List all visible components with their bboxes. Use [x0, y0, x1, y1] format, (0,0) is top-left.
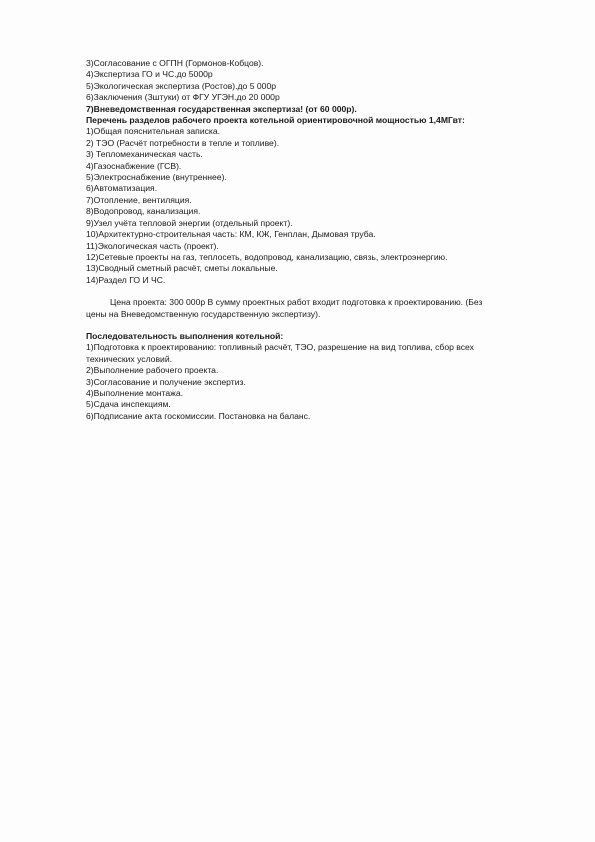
- document-body: [86, 58, 556, 422]
- list-item: 6)Подписание акта госкомиссии. Постановка на баланс.: [86, 410, 311, 421]
- price-paragraph: [86, 297, 556, 320]
- list-item: 2) ТЭО (Расчёт потребности в тепле и топливе).: [86, 137, 280, 148]
- list-item: 8)Водопровод, канализация.: [86, 206, 201, 217]
- list-item: 4)Экспертиза ГО и ЧС.до 5000р: [86, 69, 213, 80]
- list-item: 6)Автоматизация.: [86, 183, 158, 194]
- price-line: цены на Вневедомственную государственную экспертизу).: [86, 308, 321, 319]
- list-item: 11)Экологическая часть (проект).: [86, 240, 219, 251]
- list-item: 10)Архитектурно-строительная часть: КМ, КЖ, Генплан, Дымовая труба.: [86, 229, 376, 240]
- spacer: [86, 286, 556, 297]
- expertise-item-bold: 7)Вневедомственная государственная экспертиза! (от 60 000р).: [86, 103, 357, 114]
- spacer: [86, 320, 556, 331]
- sections-list: [86, 126, 556, 286]
- list-item: 5)Электроснабжение (внутреннее).: [86, 172, 227, 183]
- list-item: 9)Узел учёта тепловой энергии (отдельный проект).: [86, 217, 293, 228]
- sequence-heading: Последовательность выполнения котельной:: [86, 330, 284, 341]
- list-item: 14)Раздел ГО И ЧС.: [86, 274, 166, 285]
- list-item: 7)Отопление, вентиляция.: [86, 194, 192, 205]
- list-item: 1)Подготовка к проектированию: топливный расчёт, ТЭО, разрешение на вид топлива, сбор всех: [86, 342, 474, 353]
- list-item: 3)Согласование с ОГПН (Гормонов-Кобцов).: [86, 58, 264, 68]
- sections-heading: Перечень разделов рабочего проекта котельной ориентировочной мощностью 1,4МГвт:: [86, 115, 465, 126]
- sequence-list: [86, 342, 556, 422]
- list-item: 12)Сетевые проекты на газ, теплосеть, водопровод, канализацию, связь, электроэнергию.: [86, 251, 448, 262]
- price-line: Цена проекта: 300 000р В сумму проектных работ входит подготовка к проектированию. (Без: [110, 297, 483, 308]
- list-item: 4)Газоснабжение (ГСВ).: [86, 160, 182, 171]
- list-item: 2)Выполнение рабочего проекта.: [86, 365, 219, 376]
- list-item: 6)Заключения (Зштуки) от ФГУ УГЭН.до 20 000р: [86, 92, 280, 103]
- list-item: 3)Согласование и получение экспертиз.: [86, 376, 246, 387]
- list-item: 13)Сводный сметный расчёт, сметы локальные.: [86, 263, 278, 274]
- approval-list: [86, 58, 556, 115]
- list-item: 4)Выполнение монтажа.: [86, 387, 184, 398]
- list-item: технических условий.: [86, 353, 173, 364]
- list-item: 1)Общая пояснительная записка.: [86, 126, 221, 137]
- list-item: 5)Экологическая экспертиза (Ростов).до 5 000р: [86, 80, 277, 91]
- list-item: 3) Тепломеханическая часть.: [86, 149, 203, 160]
- list-item: 5)Сдача инспекциям.: [86, 399, 171, 410]
